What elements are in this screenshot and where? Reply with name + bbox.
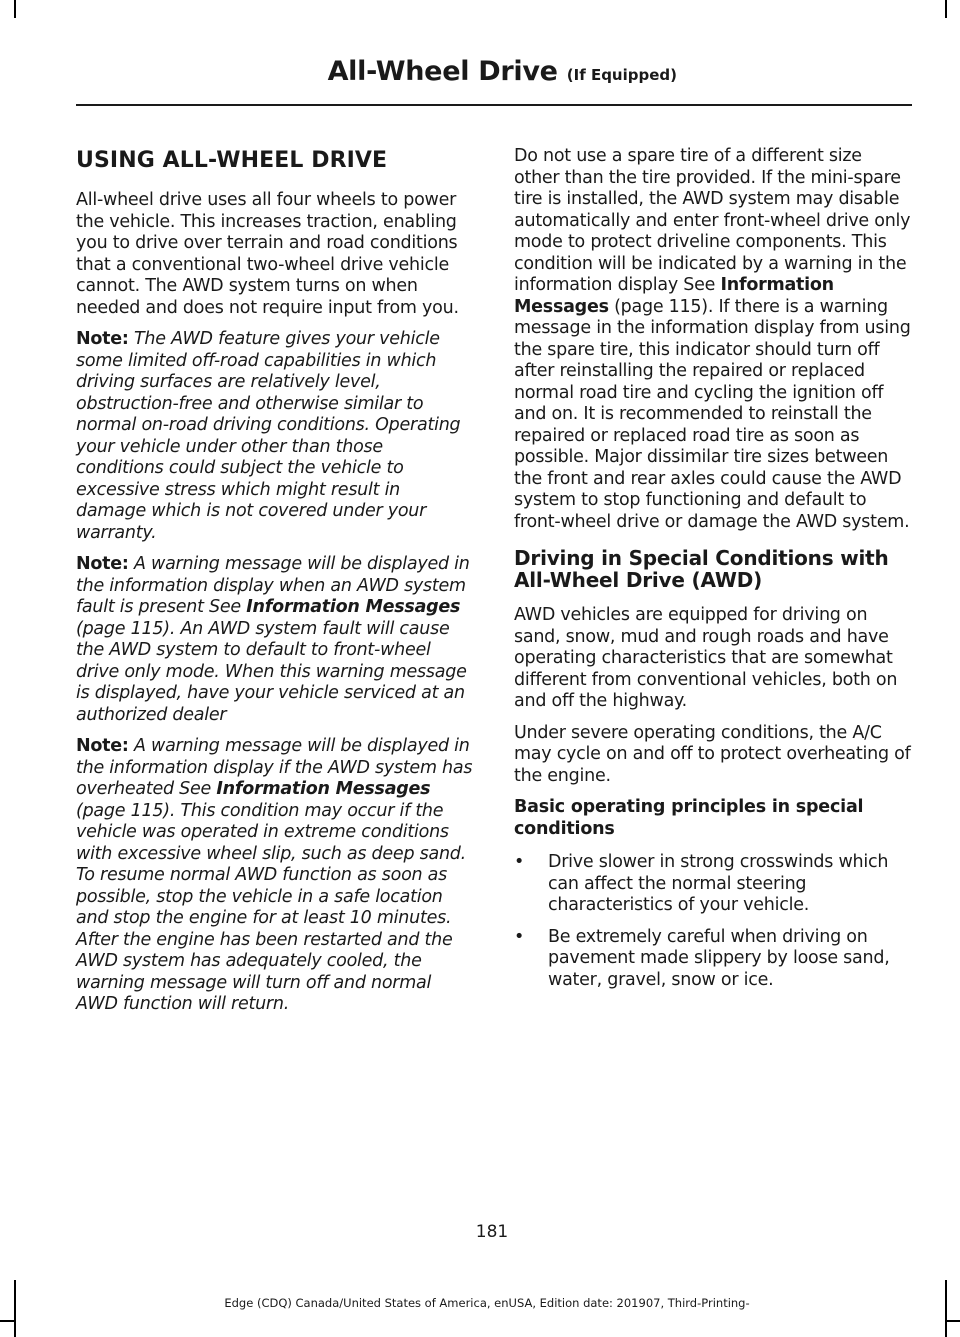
bullet-list <box>514 852 912 991</box>
crop-mark-top-right <box>945 0 947 18</box>
spare-tire-paragraph <box>514 146 912 533</box>
awd-vehicles-paragraph: AWD vehicles are equipped for driving on sand, snow, mud and rough roads and have operating characteristics that are somewhat different from conventional vehicles, both on and off the highway. <box>514 605 898 711</box>
note-text: The AWD feature gives your vehicle some limited off-road capabilities in which driving surfaces are relatively level, obstruction-free and otherwise similar to normal on-road driving conditions. Operating your vehicle under other than those conditions could subject the vehicle to excessive stress which might result in damage which is not covered under your warranty. <box>76 329 461 543</box>
minor-heading: Basic operating principles in special conditions <box>514 797 864 839</box>
page-number: 181 <box>475 1222 509 1242</box>
note-text: A warning message will be displayed in the information display when an AWD system fault is present See <box>76 554 470 617</box>
right-column <box>514 146 912 1001</box>
footer-edition: Edge (CDQ) Canada/United States of America, enUSA, Edition date: 201907, Third-Printing- <box>224 1296 750 1310</box>
header-title: All-Wheel Drive <box>327 56 558 87</box>
intro-paragraph: All-wheel drive uses all four wheels to power the vehicle. This increases traction, enabling you to drive over terrain and road conditions that a conventional two-wheel drive vehicle cannot. The AWD system turns on when needed and does not require input from you. <box>76 190 459 318</box>
cross-reference-link[interactable]: Information Messages <box>514 275 834 317</box>
note-label: Note: <box>76 329 129 349</box>
cross-reference-link[interactable]: Information Messages <box>216 779 431 799</box>
header-rule <box>76 104 912 106</box>
paragraph-text: Do not use a spare tire of a different size other than the tire provided. If the mini-spare tire is installed, the AWD system may disable automatically and enter front-wheel drive only mode to protect driveline components. This condition will be indicated by a warning in the information display See <box>514 146 911 295</box>
list-item <box>514 927 912 992</box>
list-item-text: Be extremely careful when driving on pavement made slippery by loose sand, water, gravel, snow or ice. <box>548 926 890 990</box>
note-text: (page 115). An AWD system fault will cause the AWD system to default to front-wheel drive only mode. When this warning message is displayed, have your vehicle serviced at an authorized dealer <box>76 618 467 725</box>
crop-mark-top-left <box>14 0 16 18</box>
subsection-heading: Driving in Special Conditions with All-Wheel Drive (AWD) <box>514 546 889 592</box>
crop-mark-bottom-left-h <box>0 1320 14 1322</box>
list-item-text: Drive slower in strong crosswinds which can affect the normal steering characteristics of your vehicle. <box>548 852 889 915</box>
note-text: A warning message will be displayed in the information display if the AWD system has overheated See <box>76 736 473 799</box>
left-column <box>76 146 474 1026</box>
note-text: (page 115). This condition may occur if the vehicle was operated in extreme conditions with excessive wheel slip, such as deep sand. To resume normal AWD function as soon as possible, stop the vehicle in a safe location and stop the engine for at least 10 minutes. After the engine has been restarted and the AWD system has adequately cooled, the warning message will turn off and normal AWD function will return. <box>76 800 466 1014</box>
note-overheated <box>76 736 474 1016</box>
note-label: Note: <box>76 554 129 574</box>
section-heading: USING ALL-WHEEL DRIVE <box>76 148 388 173</box>
note-label: Note: <box>76 736 129 756</box>
note-offroad <box>76 329 474 544</box>
list-item <box>514 852 912 917</box>
paragraph-text: (page 115). If there is a warning message in the information display from using the spare tire, this indicator should turn off after reinstalling the repaired or replaced normal road tire and cycling the ignition off and on. It is recommended to reinstall the repaired or replaced road tire as soon as possible. Major dissimilar tire sizes between the front and rear axles could cause the AWD system to stop functioning and default to front-wheel drive or damage the AWD system. <box>514 296 911 532</box>
cross-reference-link[interactable]: Information Messages <box>246 597 461 617</box>
page-header <box>328 56 677 87</box>
crop-mark-bottom-right-h <box>947 1320 960 1322</box>
bullet-icon: • <box>514 852 525 872</box>
note-awd-fault <box>76 554 474 726</box>
bullet-icon: • <box>514 926 525 947</box>
header-suffix: (If Equipped) <box>566 66 677 84</box>
ac-cycle-paragraph: Under severe operating conditions, the A/C may cycle on and off to protect overheating of the engine. <box>514 722 911 786</box>
